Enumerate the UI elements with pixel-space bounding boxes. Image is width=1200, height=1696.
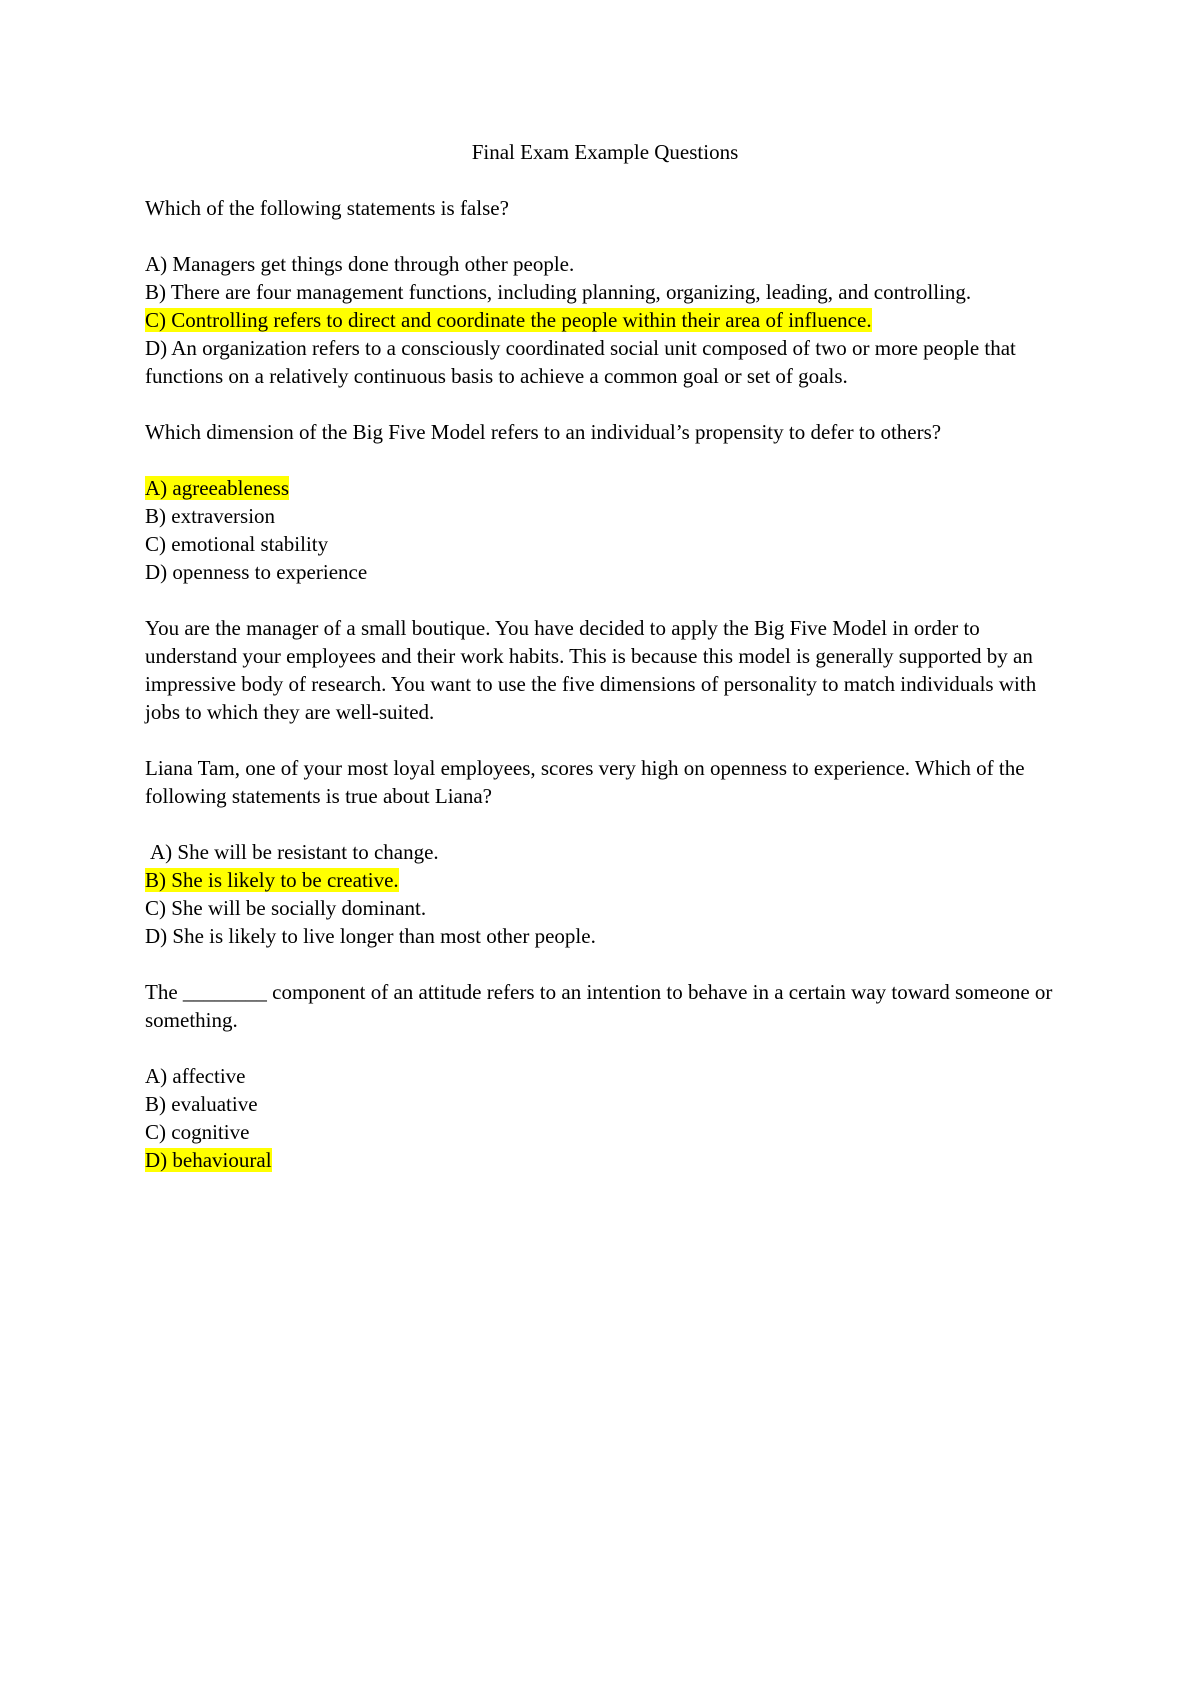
answer-highlight: A) agreeableness [145,476,290,500]
question-4-option-a: A) affective [145,1064,246,1088]
question-4-option-d-answer [145,1146,1065,1174]
question-4-options [145,1062,1065,1174]
question-3-option-d: D) She is likely to live longer than most other people. [145,924,596,948]
question-2-option-c: C) emotional stability [145,532,329,556]
question-2-stem: Which dimension of the Big Five Model refers to an individual’s propensity to defer to others? [145,420,942,444]
question-2-option-a-answer [145,474,1065,502]
question-1-option-a: A) Managers get things done through other people. [145,252,575,276]
page-title: Final Exam Example Questions [471,140,739,164]
answer-highlight: D) behavioural [145,1148,272,1172]
question-3-option-a: A) She will be resistant to change. [150,840,439,864]
question-1-option-d: D) An organization refers to a consciously coordinated social unit composed of two or more people that functions on a relatively continuous basis to achieve a common goal or set of goals. [145,336,1016,388]
question-2-option-b: B) extraversion [145,504,276,528]
question-3-options [145,838,1065,950]
answer-highlight: B) She is likely to be creative. [145,868,399,892]
document-page [145,138,1065,1202]
question-4-option-b: B) evaluative [145,1092,258,1116]
question-1-option-c-answer [145,306,1065,334]
question-2-options [145,474,1065,586]
question-2-option-d: D) openness to experience [145,560,368,584]
scenario-paragraph: You are the manager of a small boutique. You have decided to apply the Big Five Model in order to understand your employees and their work habits. This is because this model is generally supported by an impressive body of research. You want to use the five dimensions of personality to match individuals with jobs to which they are well-suited. [145,616,1037,724]
question-1-option-b: B) There are four management functions, including planning, organizing, leading, and controlling. [145,280,972,304]
question-3-stem: Liana Tam, one of your most loyal employees, scores very high on openness to experience. Which of the following statements is true about Liana? [145,756,1025,808]
question-4-stem: The ________ component of an attitude refers to an intention to behave in a certain way toward someone or something. [145,980,1053,1032]
question-4-option-c: C) cognitive [145,1120,250,1144]
question-3-option-b-answer [145,866,1065,894]
question-1-stem: Which of the following statements is false? [145,196,509,220]
answer-highlight: C) Controlling refers to direct and coordinate the people within their area of influence. [145,308,872,332]
question-1-options [145,250,1065,390]
question-3-option-c: C) She will be socially dominant. [145,896,427,920]
